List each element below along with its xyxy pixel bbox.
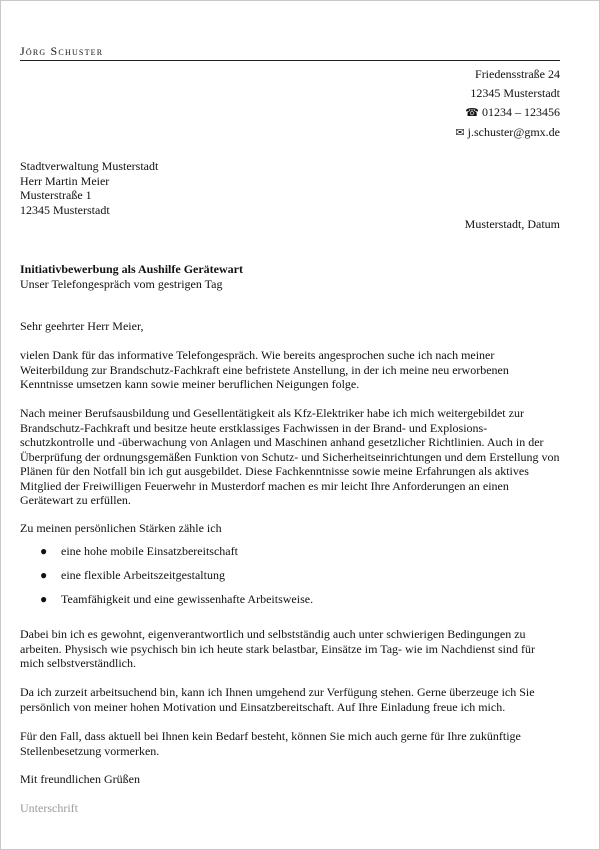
- sender-address: [455, 65, 560, 143]
- recipient-address: [20, 159, 158, 217]
- closing: Mit freundlichen Grüßen: [20, 772, 140, 786]
- sender-phone: 01234 – 123456: [482, 105, 560, 119]
- recipient-line: Musterstraße 1: [20, 188, 92, 202]
- salutation: Sehr geehrter Herr Meier,: [20, 319, 144, 333]
- bullet-icon: ●: [40, 568, 48, 582]
- sender-email: j.schuster@gmx.de: [467, 125, 560, 139]
- bullet-icon: ●: [40, 544, 48, 558]
- signature: Unterschrift: [20, 801, 78, 815]
- subject-block: [20, 262, 243, 291]
- subject-reference: Unser Telefongespräch vom gestrigen Tag: [20, 276, 223, 291]
- recipient-line: Herr Martin Meier: [20, 173, 110, 188]
- phone-icon: ☎: [465, 107, 479, 119]
- sender-city: 12345 Musterstadt: [470, 86, 560, 100]
- body-paragraph: Dabei bin ich es gewohnt, eigenverantwortlich und selbstständig auch unter schwierigen Bedingungen zu arbeiten. Physisch wie psychisch bin ich heute stark belastbar, Einsätze im Tag- wie im Nachdienst sind für mich selbstverständlich.: [20, 627, 535, 670]
- bullet-icon: ●: [40, 592, 48, 606]
- sender-phone-line: [455, 103, 560, 123]
- list-item-text: eine flexible Arbeitszeitgestaltung: [61, 568, 225, 582]
- place-date: Musterstadt, Datum: [464, 217, 560, 231]
- header-rule: [20, 60, 560, 61]
- body-paragraph: Da ich zurzeit arbeitsuchend bin, kann ich Ihnen umgehend zur Verfügung stehen. Gerne überzeuge ich Sie persönlich von meiner hohen Motivation und Einsatzbereitschaft. Auf Ihre Einladung freue ich mich.: [20, 685, 535, 714]
- sender-email-line: [455, 123, 560, 143]
- body-paragraph: vielen Dank für das informative Telefongespräch. Wie bereits angesprochen suche ich nach meiner Weiterbildung zur Brandschutz-Fachkraft eine befristete Anstellung, in der ich meine neu erworbenen Kenntnisse umsetzen kann sowie meiner beruflichen Neigungen folge.: [20, 348, 509, 391]
- recipient-line: 12345 Musterstadt: [20, 202, 110, 217]
- sender-name: Jörg Schuster: [20, 44, 104, 58]
- body-paragraph: Für den Fall, dass aktuell bei Ihnen kein Bedarf besteht, können Sie mich auch gerne für Ihre zukünftige Stellenbesetzung vormerken.: [20, 729, 521, 758]
- envelope-icon: ✉: [455, 127, 465, 139]
- body-paragraph: Nach meiner Berufsausbildung und Gesellentätigkeit als Kfz-Elektriker habe ich mich weitergebildet zur Brandschutz-Fachkraft und besitze heute erstklassiges Fachwissen in der Brand- und Explosions-schutzkontrolle und -überwachung von Anlagen und Maschinen anhand gesetzlicher Richtlinien. Auch in der Überprüfung der ordnungsgemäßen Funktion von Schutz- und Sicherheitseinrichtungen und dem Erstellung von Plänen für den Notfall bin ich gut ausgebildet. Diese Fachkenntnisse sowie meine Erfahrungen als aktives Mitglied der Freiwilligen Feuerwehr in Musterdorf machen es mir leicht Ihre Anforderungen an einen Gerätewart zu erfüllen.: [20, 406, 560, 507]
- body-paragraph: Zu meinen persönlichen Stärken zähle ich: [20, 521, 222, 535]
- list-item-text: eine hohe mobile Einsatzbereitschaft: [61, 544, 238, 558]
- subject-title: Initiativbewerbung als Aushilfe Gerätewart: [20, 262, 243, 276]
- list-item-text: Teamfähigkeit und eine gewissenhafte Arbeitsweise.: [61, 592, 314, 606]
- recipient-line: Stadtverwaltung Musterstadt: [20, 159, 159, 173]
- sender-street: Friedensstraße 24: [475, 67, 560, 81]
